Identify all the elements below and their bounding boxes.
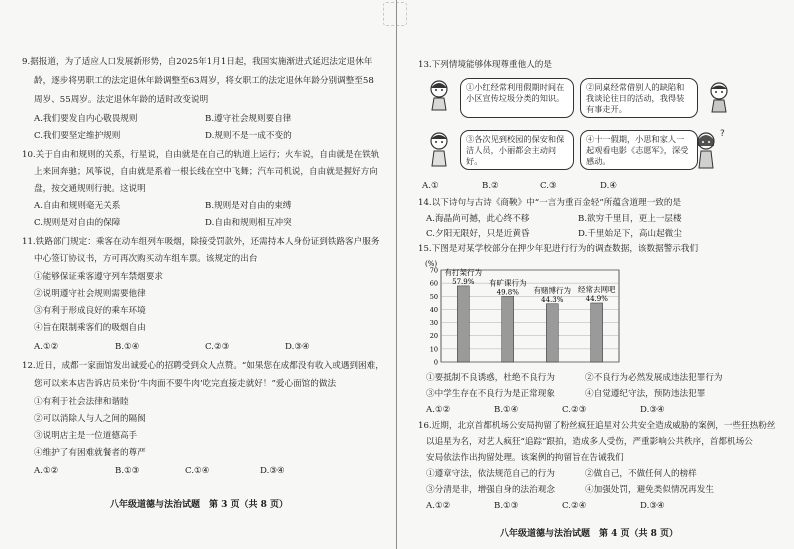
svg-text:?: ? — [720, 129, 725, 139]
q13-bubble-3: ③各次见到校园的保安和保洁人员，小丽都会主动问好。 — [460, 130, 574, 170]
page-divider — [396, 0, 397, 549]
chart-category-label: 有打架行为 — [444, 267, 482, 277]
q13-stem: 13.下列情境能够体现尊重他人的是 — [418, 60, 552, 70]
q13-bubble-2: ②同桌经常借别人的缺陷和我谈论往日的活动，我得装有事走开。 — [580, 78, 698, 118]
q16-statement-4: ④加强处罚，避免类似情况再发生 — [585, 485, 714, 495]
q15-option-a[interactable]: A.①② — [426, 405, 451, 415]
q12-statement-4: ④维护了有困难就餐者的尊严 — [34, 448, 146, 458]
q9-option-d[interactable]: D.规则不是一成不变的 — [205, 131, 292, 141]
chart-category-label: 有赌博行为 — [533, 285, 571, 295]
q11-option-b[interactable]: B.①④ — [115, 342, 140, 352]
q15-statement-2: ②不良行为必然发展成违法犯罪行为 — [585, 373, 723, 383]
q16-stem-line1: 16.近期，北京首都机场公安局拘留了粉丝疯狂追星对公共安全造成威胁的案例，一些狂热粉丝 — [418, 421, 776, 431]
q16-option-b[interactable]: B.①③ — [494, 501, 519, 511]
q14-option-d[interactable]: D.千里始足下，高山起微尘 — [578, 229, 682, 239]
chart-y-tick-label: 10 — [429, 345, 438, 354]
q15-option-b[interactable]: B.①④ — [494, 405, 519, 415]
page-4-footer: 八年级道德与法治试题 第 4 页（共 8 页） — [500, 529, 679, 539]
q12-stem-line2: 您可以来本店告诉店员来份‘牛肉面不要牛肉’吃完直接走就好！”爱心面馆的做法 — [34, 379, 337, 389]
q15-option-d[interactable]: D.③④ — [640, 405, 665, 415]
q16-statement-1: ①遵章守法，依法规范自己的行为 — [426, 469, 555, 479]
q10-option-a[interactable]: A.自由和规则毫无关系 — [34, 201, 121, 211]
student-avatar-icon — [424, 130, 454, 168]
q15-statement-1: ①要抵制不良诱惑，杜绝不良行为 — [426, 373, 555, 383]
chart-category-label: 有旷课行为 — [489, 278, 527, 288]
q15-bar-chart — [423, 258, 623, 368]
chart-value-label: 44.3% — [541, 295, 564, 304]
chart-value-label: 57.9% — [452, 277, 475, 286]
q13-bubble-4: ④十一假期，小思和家人一起观看电影《志愿军》，深受感动。 — [580, 130, 698, 170]
q10-stem-line2: 上来回奔驰；风筝说，自由就是系着一根长线在空中飞舞；汽车司机说，自由就是握好方向 — [34, 167, 378, 177]
thinking-girl-icon — [690, 126, 730, 170]
q16-stem-line2: 以追星为名，对艺人疯狂“追踪”跟拍，造成多人受伤，严重影响公共秩序，首都机场公 — [426, 437, 753, 447]
q10-option-c[interactable]: C.规则是对自由的保障 — [34, 218, 121, 228]
chart-y-tick-label: 70 — [429, 266, 438, 275]
boy-avatar-icon — [704, 80, 734, 114]
chart-bar — [502, 297, 514, 362]
q11-statement-4: ④旨在限制乘客们的吸烟自由 — [34, 323, 146, 333]
q10-stem-line3: 盘，按交通规则行驶。这说明 — [34, 184, 146, 194]
q9-option-c[interactable]: C.我们要坚定维护规则 — [34, 131, 121, 141]
q11-statement-1: ①能够保证乘客遵守列车禁烟要求 — [34, 272, 163, 282]
q14-option-b[interactable]: B.欲穷千里目，更上一层楼 — [578, 214, 682, 224]
q10-option-b[interactable]: B.规则是对自由的束缚 — [205, 201, 292, 211]
q15-option-c[interactable]: C.②③ — [562, 405, 587, 415]
girl-avatar-icon — [424, 78, 454, 112]
chart-y-axis-label: (%) — [425, 260, 438, 268]
q12-option-d[interactable]: D.③④ — [260, 466, 285, 476]
q12-stem-line1: 12.近日，成都一家面馆发出诚爱心的招聘受到众人点赞。“如果您在成都没有收入或遇到困难， — [22, 361, 384, 371]
chart-y-tick-label: 30 — [429, 319, 438, 328]
chart-value-label: 49.8% — [496, 288, 519, 297]
chart-y-tick-label: 20 — [429, 332, 438, 341]
q10-stem-line1: 10.关于自由和规则的关系，行星说，自由就是在自己的轨道上运行；火车说，自由就是在铁轨 — [22, 150, 380, 160]
q13-option-b[interactable]: B.② — [482, 181, 499, 191]
page-3-footer: 八年级道德与法治试题 第 3 页（共 8 页） — [110, 500, 289, 510]
chart-bar — [457, 286, 469, 362]
q16-option-c[interactable]: C.②④ — [562, 501, 587, 511]
chart-y-tick-label: 40 — [429, 305, 438, 314]
chart-y-tick-label: 50 — [429, 292, 438, 301]
q11-stem-line2: 中心签订协议书，方可再次购买动车组车票。该规定的出台 — [34, 254, 258, 264]
watermark-stamp — [383, 2, 407, 26]
chart-bar — [591, 303, 603, 362]
chart-bar — [546, 304, 558, 362]
q12-statement-1: ①有利于社会法律和谐睦 — [34, 397, 129, 407]
q10-option-d[interactable]: D.自由和规则相互冲突 — [205, 218, 292, 228]
q9-stem-line2: 龄，逐步将男职工的法定退休年龄调整至63周岁，将女职工的法定退休年龄分别调整至58 — [34, 76, 374, 86]
q9-option-b[interactable]: B.遵守社会规则要自律 — [205, 114, 292, 124]
chart-y-tick-label: 0 — [433, 358, 438, 367]
q11-stem-line1: 11.铁路部门规定：乘客在动车组列车吸烟，除接受罚款外，还需持本人身份证到铁路客户服务 — [22, 237, 380, 247]
q12-statement-2: ②可以消除人与人之间的隔阂 — [34, 414, 146, 424]
q12-statement-3: ③说明店主是一位道德高手 — [34, 431, 138, 441]
q9-stem-line1: 9.据报道，为了适应人口发展新形势，自2025年1月1日起，我国实施渐进式延迟法定退休年 — [22, 57, 373, 67]
q12-option-c[interactable]: C.①④ — [185, 466, 210, 476]
q11-option-c[interactable]: C.②③ — [205, 342, 230, 352]
q16-option-d[interactable]: D.③④ — [640, 501, 665, 511]
q12-option-a[interactable]: A.①② — [34, 466, 59, 476]
q9-option-a[interactable]: A.我们要发自内心敬畏规则 — [34, 114, 138, 124]
q13-bubble-1: ①小红经常利用假期时间在小区宣传垃圾分类的知识。 — [460, 78, 574, 118]
q15-stem: 15.下图是对某学校部分在押少年犯进行行为的调查数据，该数据警示我们 — [418, 244, 699, 254]
q16-stem-line3: 安局依法作出拘留处理。该案例的拘留旨在告诫我们 — [426, 453, 624, 463]
q11-option-a[interactable]: A.①② — [34, 342, 59, 352]
q14-stem: 14.以下诗句与古诗《商鞅》中“一言为重百金轻”所蕴含道理一致的是 — [418, 198, 682, 208]
q15-statement-4: ④自觉遵纪守法，预防违法犯罪 — [585, 389, 706, 399]
q14-option-a[interactable]: A.海晶尚可撼，此心终不移 — [426, 214, 530, 224]
q11-statement-2: ②说明遵守社会规则需要他律 — [34, 289, 146, 299]
q14-option-c[interactable]: C.夕阳无限好，只是近黄昏 — [426, 229, 530, 239]
q13-option-c[interactable]: C.③ — [540, 181, 557, 191]
q11-option-d[interactable]: D.③④ — [285, 342, 310, 352]
q12-option-b[interactable]: B.①③ — [115, 466, 140, 476]
q13-option-a[interactable]: A.① — [422, 181, 439, 191]
q11-statement-3: ③有利于形成良好的乘车环境 — [34, 306, 146, 316]
q13-option-d[interactable]: D.④ — [600, 181, 618, 191]
chart-value-label: 44.9% — [585, 294, 608, 303]
q16-option-a[interactable]: A.①② — [426, 501, 451, 511]
q15-statement-3: ③中学生存在不良行为是正常现象 — [426, 389, 555, 399]
chart-category-label: 经常去网吧 — [578, 284, 616, 294]
chart-y-tick-label: 60 — [429, 279, 438, 288]
q16-statement-3: ③分清是非，增强自身的法治观念 — [426, 485, 555, 495]
q16-statement-2: ②做自己，不做任何人的榜样 — [585, 469, 697, 479]
q9-stem-line3: 周岁、55周岁。法定退休年龄的适时改变说明 — [34, 95, 209, 105]
